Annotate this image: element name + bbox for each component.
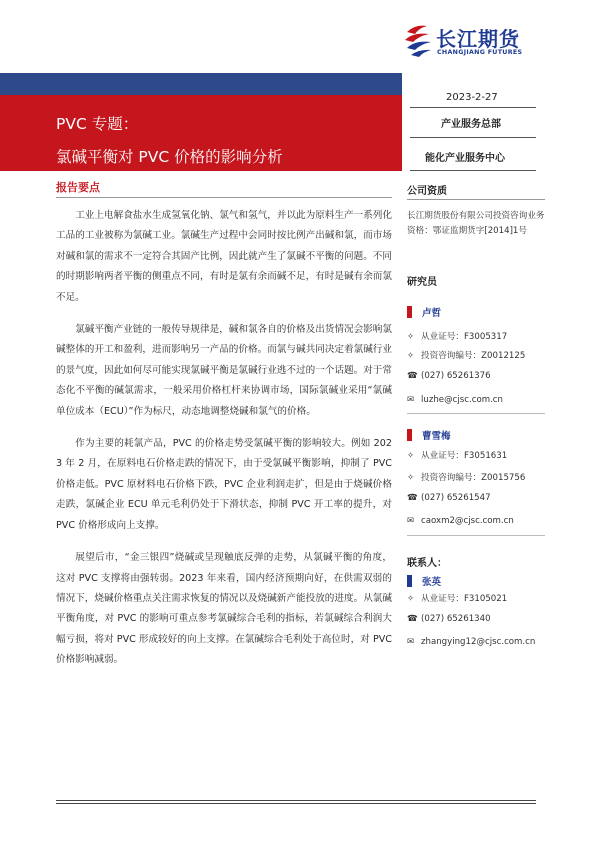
report-title-topic: PVC 专题：	[56, 115, 139, 133]
researcher-consult-id: 投资咨询编号：Z0012125	[421, 351, 526, 361]
phone-icon: ☎	[407, 371, 418, 381]
contact-name: 张英	[422, 577, 442, 588]
report-date: 2023-2-27	[446, 92, 498, 103]
header-band-blue	[0, 73, 402, 95]
header-divider	[410, 107, 536, 108]
summary-body	[56, 206, 392, 683]
report-title: 氯碱平衡对 PVC 价格的影响分析	[56, 148, 283, 166]
logo-chinese-name: 长江期货	[436, 27, 520, 51]
researcher-license: 从业证号：F3005317	[421, 332, 508, 342]
company-logo	[403, 22, 543, 60]
section-rule	[407, 413, 545, 414]
researcher-phone-row	[407, 493, 491, 503]
footer-rule	[56, 803, 536, 804]
diamond-icon: ✧	[407, 451, 415, 461]
contact-license: 从业证号：F3105021	[421, 594, 508, 604]
researcher-card	[407, 305, 441, 319]
contact-title: 联系人：	[407, 558, 447, 569]
summary-paragraph: 作为主要的耗氯产品，PVC 的价格走势受氯碱平衡的影响较大。例如 2023 年 2 月，在原料电石价格走跌的情况下，由于受氯碱平衡影响，抑制了 PVC 价格走低。PVC 原材料电石价格下跌，PVC 企业利润走扩，但是由于烧碱价格走跌，氯碱企业 ECU 单元毛利仍处于下滑状态，抑制 PVC 开工率的提升，对 PVC 价格形成向上支撑。	[56, 438, 392, 531]
person-marker	[407, 306, 412, 318]
logo-english-name: CHANGJIANG FUTURES	[437, 49, 523, 56]
researcher-consult-row	[407, 471, 525, 483]
summary-paragraph: 氯碱平衡产业链的一般传导规律是，碱和氯各自的价格及出货情况会影响氯碱整体的开工和盈利，进而影响另一产品的价格。而氯与碱共同决定着氯碱行业的景气度，因此如何尽可能实现氯碱平衡是氯碱行业逃不过的一个话题。对于常态化不平衡的碱氯需求，一般采用价格杠杆来协调市场，国际氯碱业采用“氯碱单位成本（ECU）”作为标尺，动态地调整烧碱和氯气的价格。	[56, 324, 392, 417]
section-rule	[407, 199, 545, 200]
person-marker	[407, 575, 412, 587]
summary-paragraph: 工业上电解食盐水生成氢氧化钠、氯气和氢气，并以此为原料生产一系列化工品的工业被称为氯碱工业。氯碱生产过程中会同时按比例产出碱和氯，而市场对碱和氯的需求不一定符合其固产比例，因此就产生了氯碱不平衡的问题。不同的时期影响两者平衡的侧重点不同，有时是氯有余而碱不足，有时是碱有余而氯不足。	[56, 210, 392, 303]
diamond-icon: ✧	[407, 594, 415, 604]
contact-phone: (027) 65261340	[421, 614, 491, 624]
researcher-phone-row	[407, 371, 491, 381]
company-qualification-text: 长江期货股份有限公司投资咨询业务资格：鄂证监期货字[2014]1号	[407, 211, 545, 236]
department-secondary: 能化产业服务中心	[425, 153, 505, 164]
footer-rule	[56, 800, 536, 801]
researcher-license: 从业证号：F3051631	[421, 451, 508, 461]
researcher-license-row	[407, 330, 507, 342]
diamond-icon: ✧	[407, 351, 415, 361]
researcher-email[interactable]: luzhe@cjsc.com.cn	[421, 395, 503, 405]
contact-email-row	[407, 637, 535, 647]
summary-paragraph: 展望后市，“金三银四”烧碱或呈现触底反弹的走势，从氯碱平衡的角度，这对 PVC 支撑将由强转弱。2023 年来看，国内经济预期向好，在供需双弱的情况下，烧碱价格重点关注需求恢复的情况以及烧碱新产能投放的进度。从氯碱平衡角度，对 PVC 的影响可重点参考氯碱综合毛利的指标，若氯碱综合利润大幅亏损，将对 PVC 形成较好的向上支撑。在氯碱综合毛利处于高位时，对 PVC 价格影响减弱。	[56, 552, 392, 666]
contact-license-row	[407, 592, 507, 604]
header-divider	[410, 170, 536, 171]
logo-mark-icon	[403, 22, 433, 58]
email-icon: ✉	[407, 395, 415, 405]
phone-icon: ☎	[407, 493, 418, 503]
researcher-phone: (027) 65261376	[421, 371, 491, 381]
section-rule	[407, 535, 545, 536]
researcher-email[interactable]: caoxm2@cjsc.com.cn	[421, 516, 514, 526]
contact-email[interactable]: zhangying12@cjsc.com.cn	[421, 637, 536, 647]
summary-title: 报告要点	[56, 181, 100, 194]
researcher-license-row	[407, 449, 507, 461]
diamond-icon: ✧	[407, 332, 415, 342]
researcher-card	[407, 428, 451, 442]
summary-title-rule	[56, 197, 392, 198]
researcher-consult-id: 投资咨询编号：Z0015756	[421, 473, 526, 483]
phone-icon: ☎	[407, 614, 418, 624]
department-primary: 产业服务总部	[441, 119, 501, 130]
email-icon: ✉	[407, 516, 415, 526]
contact-phone-row	[407, 614, 491, 624]
researcher-email-row	[407, 516, 514, 526]
email-icon: ✉	[407, 637, 415, 647]
researcher-name: 曹雪梅	[422, 431, 451, 442]
researcher-phone: (027) 65261547	[421, 493, 491, 503]
contact-card	[407, 574, 441, 588]
person-marker	[407, 429, 412, 441]
researcher-email-row	[407, 395, 503, 405]
company-qualification-title: 公司资质	[407, 186, 447, 197]
researcher-consult-row	[407, 349, 525, 361]
header-divider	[410, 137, 536, 138]
researchers-title: 研究员	[407, 277, 437, 288]
diamond-icon: ✧	[407, 473, 415, 483]
researcher-name: 卢哲	[422, 308, 442, 319]
